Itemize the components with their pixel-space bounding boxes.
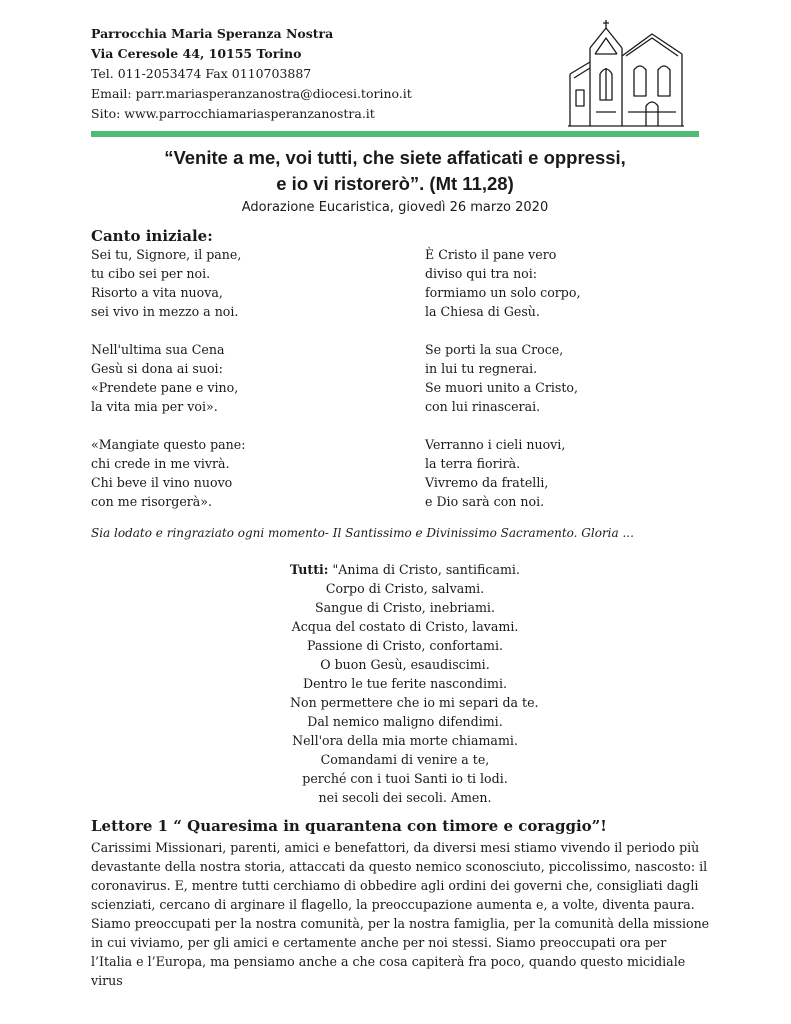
verse-line: «Mangiate questo pane: — [91, 437, 246, 452]
verse-line: con me risorgerà». — [91, 494, 213, 509]
verse-line: Chi beve il vino nuovo — [91, 475, 233, 490]
prayer-lines — [290, 579, 539, 807]
parish-email: Email: parr.mariasperanzanostra@diocesi.torino.it — [91, 86, 412, 101]
verse-line: e Dio sarà con noi. — [425, 494, 545, 509]
stanza — [91, 245, 245, 321]
praise-line: Sia lodato e ringraziato ogni momento- Il Santissimo e Divinissimo Sacramento. Gloria ... — [91, 526, 634, 540]
stanza — [425, 340, 580, 416]
lettore-text: Carissimi Missionari, parenti, amici e benefattori, da diversi mesi stiamo vivendo il periodo più devastante della nostra storia, attaccati da questo nemico sconosciuto, piccolissimo, nascosto: il coronavirus. E, mentre tutti cerchiamo di obbedire agli ordini dei governi che, consigliati dagli scienziati, cercano di arginare il flagello, la preoccupazione aumenta e, a volte, diventa paura. Siamo preoccupati per la nostra comunità, per la nostra famiglia, per la comunità della missione in cui viviamo, per gli amici e certamente anche per noi stessi. Siamo preoccupati ora per l’Italia e l’Europa, ma pensiamo anche a che cosa capiterà fra poco, quando questo micidiale virus — [91, 840, 710, 988]
prayer-line: "Anima di Cristo, santificami. — [328, 562, 520, 577]
verse-line: chi crede in me vivrà. — [91, 456, 230, 471]
parish-contact-block — [91, 24, 412, 124]
prayer-line: Nell'ora della mia morte chiamami. — [292, 733, 518, 748]
scripture-title — [91, 145, 699, 197]
parish-phone: Tel. 011-2053474 Fax 0110703887 — [91, 66, 312, 81]
verse-line: in lui tu regnerai. — [425, 361, 538, 376]
verse-line: sei vivo in mezzo a noi. — [91, 304, 239, 319]
lettore-heading: Lettore 1 “ Quaresima in quarantena con timore e coraggio”! — [91, 817, 607, 835]
prayer-line: Dal nemico maligno difendimi. — [307, 714, 503, 729]
stanza — [91, 340, 245, 416]
prayer-label: Tutti: — [290, 562, 329, 577]
verse-line: con lui rinascerai. — [425, 399, 541, 414]
prayer-line: Sangue di Cristo, inebriami. — [315, 600, 495, 615]
parish-name: Parrocchia Maria Speranza Nostra — [91, 26, 334, 41]
verse-line: Se muori unito a Cristo, — [425, 380, 578, 395]
anima-christi-prayer — [290, 560, 539, 807]
canto-right-column — [425, 245, 580, 530]
verse-line: Verranno i cieli nuovi, — [425, 437, 566, 452]
prayer-line: Dentro le tue ferite nascondimi. — [302, 676, 507, 691]
canto-heading: Canto iniziale: — [91, 227, 213, 245]
verse-line: Risorto a vita nuova, — [91, 285, 223, 300]
verse-line: «Prendete pane e vino, — [91, 380, 239, 395]
verse-line: Sei tu, Signore, il pane, — [91, 247, 242, 262]
stanza — [425, 435, 580, 511]
verse-line: Vivremo da fratelli, — [425, 475, 549, 490]
verse-line: tu cibo sei per noi. — [91, 266, 211, 281]
prayer-line: O buon Gesù, esaudiscimi. — [320, 657, 490, 672]
header-divider — [91, 131, 699, 137]
verse-line: Nell'ultima sua Cena — [91, 342, 225, 357]
verse-line: formiamo un solo corpo, — [425, 285, 581, 300]
prayer-line: Corpo di Cristo, salvami. — [325, 581, 485, 596]
verse-line: Se porti la sua Croce, — [425, 342, 564, 357]
prayer-line: Comandami di venire a te, — [320, 752, 490, 767]
prayer-line: perché con i tuoi Santi io ti lodi. — [302, 771, 508, 786]
stanza — [425, 245, 580, 321]
prayer-first-line — [290, 560, 520, 579]
prayer-line: nei secoli dei secoli. Amen. — [318, 790, 492, 805]
canto-left-column — [91, 245, 245, 530]
prayer-line: Non permettere che io mi separi da te. — [290, 695, 539, 710]
stanza — [91, 435, 245, 511]
parish-address: Via Ceresole 44, 10155 Torino — [91, 46, 302, 61]
verse-line: la terra fiorirà. — [425, 456, 521, 471]
church-drawing-icon — [566, 16, 686, 128]
verse-line: diviso qui tra noi: — [425, 266, 538, 281]
prayer-line: Passione di Cristo, confortami. — [307, 638, 503, 653]
title-line-2: e io vi ristorerò”. (Mt 11,28) — [276, 173, 514, 194]
verse-line: la vita mia per voi». — [91, 399, 218, 414]
verse-line: È Cristo il pane vero — [425, 247, 557, 262]
prayer-line: Acqua del costato di Cristo, lavami. — [291, 619, 519, 634]
title-line-1: “Venite a me, voi tutti, che siete affaticati e oppressi, — [164, 147, 626, 168]
parish-site: Sito: www.parrocchiamariasperanzanostra.it — [91, 106, 375, 121]
verse-line: la Chiesa di Gesù. — [425, 304, 540, 319]
event-subtitle: Adorazione Eucaristica, giovedì 26 marzo 2020 — [241, 200, 549, 215]
verse-line: Gesù si dona ai suoi: — [91, 361, 223, 376]
